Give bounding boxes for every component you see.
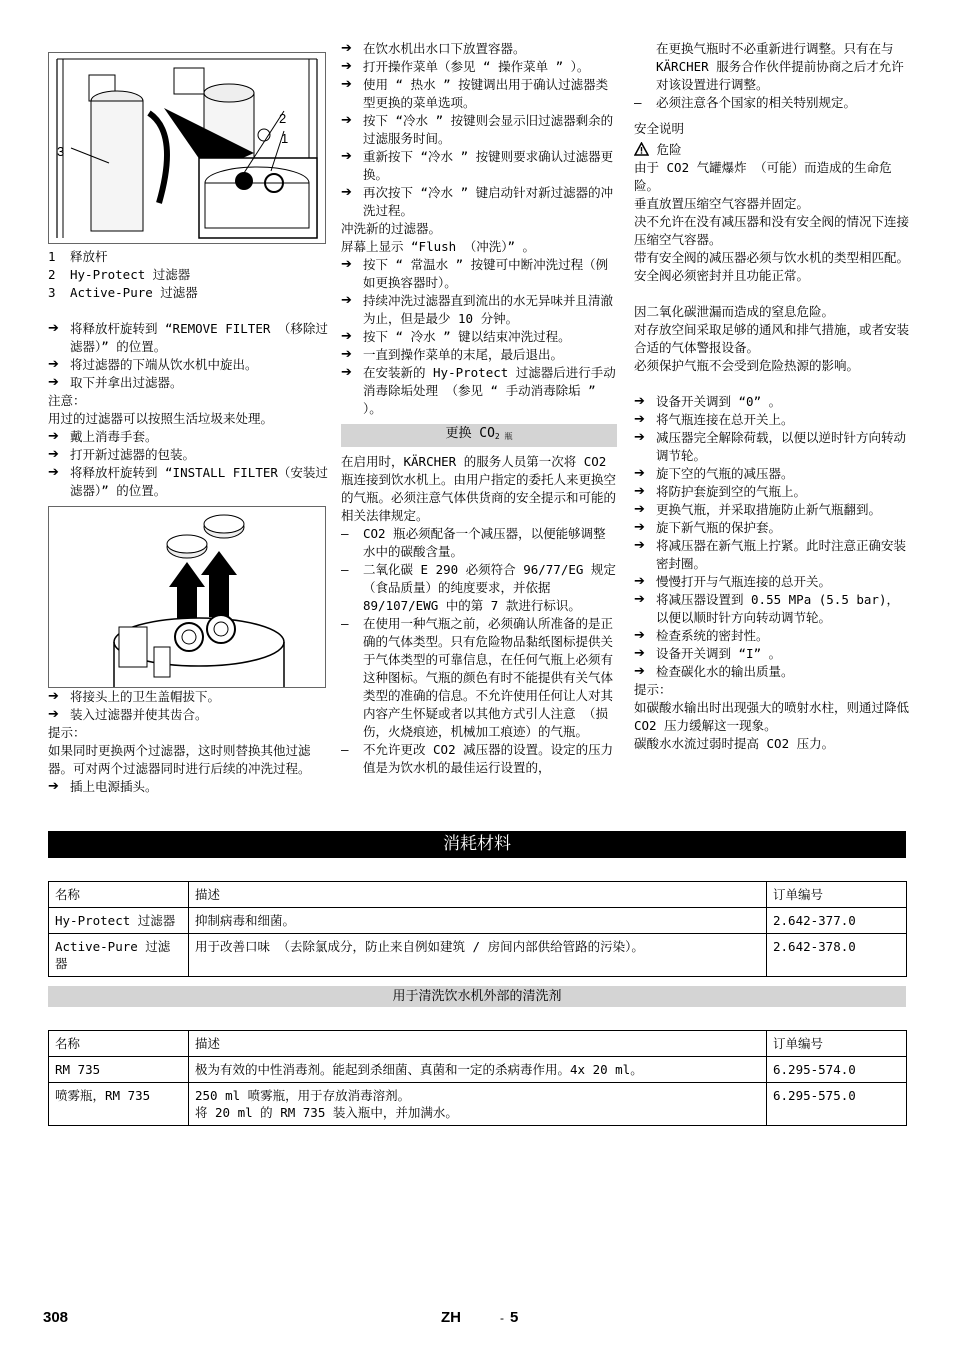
step-item: ➔ 旋下空的气瓶的减压器。 xyxy=(634,466,794,481)
arrow-right-icon: ➔ xyxy=(634,592,645,607)
dash-item: – 在使用一种气瓶之前，必须确认所准备的是正确的气体类型。只有危险物品黏纸图标提供关于气体类型的可靠信息，在任何气瓶上必须有这种图标。气瓶的颜色有时不能提供有关气体类型的准确的信息。不允许使用任何让人对其内容产生怀疑或者以其他方式引人注意 （损伤，火烧痕迹，机械加工痕迹）的气瓶。 xyxy=(341,616,614,739)
cleaners-table xyxy=(48,1030,907,1126)
header-description: 描述 xyxy=(189,882,767,908)
step-item: ➔ 打开操作菜单（参见 “ 操作菜单 ” ）。 xyxy=(341,59,590,74)
arrow-right-icon: ➔ xyxy=(48,447,59,462)
table-row: Active-Pure 过滤器 用于改善口味 （去除氯成分，防止来自例如建筑 / 房间内部供给管路的污染）。 2.642-378.0 xyxy=(49,934,907,977)
warning-triangle-icon xyxy=(634,142,649,156)
legend-item: 2 Hy-Protect 过滤器 xyxy=(48,267,191,282)
table-header-row xyxy=(49,1031,907,1057)
note-text: 用过的过滤器可以按照生活垃圾来处理。 xyxy=(48,411,274,426)
table-row: RM 735 极为有效的中性消毒剂。能起到杀细菌、真菌和一定的杀病毒作用。4x 20 ml。 6.295-574.0 xyxy=(49,1057,907,1083)
step-item: ➔ 持续冲洗过滤器直到流出的水无异味并且清澈为止，但是最少 10 分钟。 xyxy=(341,293,614,326)
safety-line: 带有安全阀的减压器必须与饮水机的类型相匹配。 xyxy=(634,250,910,265)
step-item: ➔ 设备开关调到 “I” 。 xyxy=(634,646,782,661)
continued-text: 在更换气瓶时不必重新进行调整。只有在与 KÄRCHER 服务合作伙伴提前协商之后才允许对该设置进行调整。 xyxy=(656,41,904,92)
arrow-right-icon: ➔ xyxy=(634,646,645,661)
consumables-heading: 消耗材料 xyxy=(48,831,906,858)
arrow-right-icon: ➔ xyxy=(634,502,645,517)
arrow-right-icon: ➔ xyxy=(634,430,645,445)
step-item: ➔ 将过滤器的下端从饮水机中旋出。 xyxy=(48,357,258,372)
filter-housing-drawing xyxy=(49,53,325,243)
step-item: ➔ 将减压器设置到 0.55 MPa (5.5 bar)，以便以顺时针方向转动调节轮。 xyxy=(634,592,899,625)
step-item: ➔ 设备开关调到 “0” 。 xyxy=(634,394,782,409)
table-row: 喷雾瓶，RM 735 250 ml 喷雾瓶，用于存放消毒溶剂。 将 20 ml 的 RM 735 装入瓶中，并加满水。 6.295-575.0 xyxy=(49,1083,907,1126)
arrow-right-icon: ➔ xyxy=(48,779,59,794)
step-item: ➔ 将释放杆旋转到 “INSTALL FILTER（安装过滤器）” 的位置。 xyxy=(48,465,328,498)
safety-line: 决不允许在没有减压器和没有安全阀的情况下连接压缩空气容器。 xyxy=(634,214,910,247)
arrow-right-icon: ➔ xyxy=(48,465,59,480)
step-item: ➔ 重新按下 “冷水 ” 按键则要求确认过滤器更换。 xyxy=(341,149,614,182)
column-3 xyxy=(634,40,909,753)
step-item: ➔ 将气瓶连接在总开关上。 xyxy=(634,412,794,427)
step-item: ➔ 取下并拿出过滤器。 xyxy=(48,375,183,390)
cap-removal-figure xyxy=(48,506,326,688)
step-item: ➔ 插上电源插头。 xyxy=(48,779,158,794)
section-page-number: 5 xyxy=(510,1309,519,1326)
arrow-right-icon: ➔ xyxy=(341,149,352,164)
note-label: 注意： xyxy=(48,393,86,408)
arrow-right-icon: ➔ xyxy=(341,77,352,92)
safety-title: 安全说明 xyxy=(634,121,685,136)
step-item: ➔ 使用 “ 热水 ” 按键调出用于确认过滤器类型更换的菜单选项。 xyxy=(341,77,609,110)
figure-legend xyxy=(48,248,328,302)
arrow-right-icon: ➔ xyxy=(341,185,352,200)
step-item: ➔ 旋下新气瓶的保护套。 xyxy=(634,520,782,535)
arrow-right-icon: ➔ xyxy=(634,628,645,643)
step-item: ➔ 戴上消毒手套。 xyxy=(48,429,158,444)
hint-text: 碳酸水水流过弱时提高 CO2 压力。 xyxy=(634,736,835,751)
hint-label: 提示： xyxy=(48,725,86,740)
arrow-right-icon: ➔ xyxy=(634,664,645,679)
footer-dash: - xyxy=(500,1311,504,1325)
header-description: 描述 xyxy=(189,1031,767,1057)
arrow-right-icon: ➔ xyxy=(48,321,59,336)
cap-removal-drawing xyxy=(49,507,325,687)
hint-text: 如碳酸水输出时出现强大的喷射水柱，则通过降低 CO2 压力缓解这一现象。 xyxy=(634,700,910,733)
arrow-right-icon: ➔ xyxy=(634,466,645,481)
language-code: ZH xyxy=(441,1309,461,1326)
table-row: Hy-Protect 过滤器 抑制病毒和细菌。 2.642-377.0 xyxy=(49,908,907,934)
suffocation-line: 对存放空间采取足够的通风和排气措施，或者安装合适的气体警报设备。 xyxy=(634,322,910,355)
step-item: ➔ 一直到操作菜单的末尾，最后退出。 xyxy=(341,347,564,362)
arrow-right-icon: ➔ xyxy=(634,412,645,427)
step-item: ➔ 装入过滤器并使其齿合。 xyxy=(48,707,208,722)
legend-item: 1 释放杆 xyxy=(48,249,108,264)
callout-1: 1 xyxy=(281,131,289,146)
step-item: ➔ 更换气瓶，并采取措施防止新气瓶翻到。 xyxy=(634,502,882,517)
header-order-number: 订单编号 xyxy=(767,882,907,908)
safety-line: 安全阀必须密封并且功能正常。 xyxy=(634,268,810,283)
step-item: ➔ 按下 “ 冷水 ” 键以结束冲洗过程。 xyxy=(341,329,571,344)
step-item: ➔ 将防护套旋到空的气瓶上。 xyxy=(634,484,807,499)
header-order-number: 订单编号 xyxy=(767,1031,907,1057)
arrow-right-icon: ➔ xyxy=(634,574,645,589)
arrow-right-icon: ➔ xyxy=(341,365,352,380)
arrow-right-icon: ➔ xyxy=(341,59,352,74)
safety-line: 由于 CO2 气罐爆炸 （可能）而造成的生命危险。 xyxy=(634,160,892,193)
co2-intro: 在启用时，KÄRCHER 的服务人员第一次将 CO2 瓶连接到饮水机上。由用户指定的委托人来更换空的气瓶。必须注意气体供货商的安全提示和可能的相关法律规定。 xyxy=(341,454,617,523)
dash-item: – 必须注意各个国家的相关特别规定。 xyxy=(634,95,857,110)
safety-line: 垂直放置压缩空气容器并固定。 xyxy=(634,196,810,211)
arrow-right-icon: ➔ xyxy=(634,484,645,499)
step-item: ➔ 慢慢打开与气瓶连接的总开关。 xyxy=(634,574,832,589)
step-item: ➔ 将减压器在新气瓶上拧紧。此时注意正确安装密封圈。 xyxy=(634,538,907,571)
arrow-right-icon: ➔ xyxy=(341,329,352,344)
arrow-right-icon: ➔ xyxy=(634,538,645,553)
column-1 xyxy=(48,40,328,796)
flush-screen-text: 屏幕上显示 “Flush （冲洗）” 。 xyxy=(341,239,536,254)
arrow-right-icon: ➔ xyxy=(48,429,59,444)
arrow-right-icon: ➔ xyxy=(341,293,352,308)
arrow-right-icon: ➔ xyxy=(634,520,645,535)
step-item: ➔ 按下 “冷水 ” 按键则会显示旧过滤器剩余的过滤服务时间。 xyxy=(341,113,614,146)
table-header-row xyxy=(49,882,907,908)
dash-item: – 二氧化碳 E 290 必须符合 96/77/EG 规定 （食品质量）的纯度要求，并依据 89/107/EWG 中的第 7 款进行标识。 xyxy=(341,562,616,613)
arrow-right-icon: ➔ xyxy=(341,257,352,272)
dash-item: – 不允许更改 CO2 减压器的设置。设定的压力值是为饮水机的最佳运行设置的， xyxy=(341,742,614,775)
header-name: 名称 xyxy=(49,1031,189,1057)
header-name: 名称 xyxy=(49,882,189,908)
step-item: ➔ 将接头上的卫生盖帽拔下。 xyxy=(48,689,221,704)
step-item: ➔ 将释放杆旋转到 “REMOVE FILTER （移除过滤器）” 的位置。 xyxy=(48,321,328,354)
arrow-right-icon: ➔ xyxy=(634,394,645,409)
flush-title: 冲洗新的过滤器。 xyxy=(341,221,442,236)
legend-item: 3 Active-Pure 过滤器 xyxy=(48,285,198,300)
arrow-right-icon: ➔ xyxy=(48,707,59,722)
arrow-right-icon: ➔ xyxy=(341,347,352,362)
suffocation-line: 必须保护气瓶不会受到危险热源的影响。 xyxy=(634,358,860,373)
arrow-right-icon: ➔ xyxy=(48,689,59,704)
danger-heading: 危险 xyxy=(634,141,909,159)
arrow-right-icon: ➔ xyxy=(341,41,352,56)
step-item: ➔ 按下 “ 常温水 ” 按键可中断冲洗过程（例如更换容器时）。 xyxy=(341,257,609,290)
arrow-right-icon: ➔ xyxy=(341,113,352,128)
step-item: ➔ 再次按下 “冷水 ” 键启动针对新过滤器的冲洗过程。 xyxy=(341,185,614,218)
step-item: ➔ 检查系统的密封性。 xyxy=(634,628,769,643)
page-number: 308 xyxy=(43,1309,69,1326)
step-item: ➔ 在饮水机出水口下放置容器。 xyxy=(341,41,526,56)
hint-text: 如果同时更换两个过滤器，这时则替换其他过滤器。可对两个过滤器同时进行后续的冲洗过程。 xyxy=(48,743,311,776)
callout-3: 3 xyxy=(57,144,65,159)
step-item: ➔ 在安装新的 Hy-Protect 过滤器后进行手动消毒除垢处理 （参见 “ 手动消毒除垢 ” ）。 xyxy=(341,365,616,416)
arrow-right-icon: ➔ xyxy=(48,375,59,390)
step-item: ➔ 打开新过滤器的包装。 xyxy=(48,447,196,462)
section-heading-co2: 更换 $CO_{2 瓶}$ xyxy=(341,424,617,447)
callout-2: 2 xyxy=(279,111,287,126)
arrow-right-icon: ➔ xyxy=(48,357,59,372)
dash-item: – CO2 瓶必须配备一个减压器，以便能够调整水中的碳酸含量。 xyxy=(341,526,606,559)
suffocation-line: 因二氧化碳泄漏而造成的窒息危险。 xyxy=(634,304,835,319)
column-2 xyxy=(341,40,617,777)
step-item: ➔ 检查碳化水的输出质量。 xyxy=(634,664,794,679)
cleaners-heading: 用于清洗饮水机外部的清洗剂 xyxy=(48,986,906,1007)
filter-figure xyxy=(48,52,326,244)
step-item: ➔ 减压器完全解除荷载，以便以逆时针方向转动调节轮。 xyxy=(634,430,907,463)
consumables-table xyxy=(48,881,907,977)
hint-label: 提示： xyxy=(634,682,672,697)
